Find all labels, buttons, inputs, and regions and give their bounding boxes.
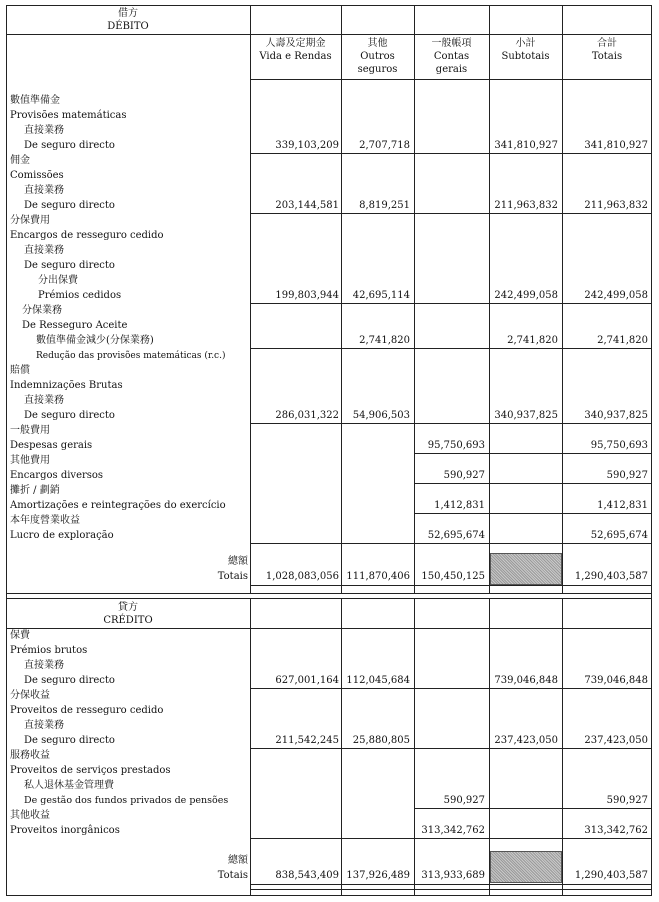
- credit-line: Proveitos de serviços prestados: [10, 765, 171, 776]
- col-sep-5: [562, 5, 563, 593]
- value-cell: 211,542,245: [275, 735, 339, 746]
- debit-line: 數值準備金減少(分保業務): [36, 335, 154, 346]
- credit-line: 服務收益: [10, 750, 50, 761]
- debit-line: Redução das provisões matemáticas (r.c.): [36, 351, 226, 361]
- value-cell: 2,741,820: [359, 335, 410, 346]
- col-sep-2: [341, 5, 342, 593]
- frame-left: [6, 5, 7, 896]
- debit-line: 分保費用: [10, 215, 50, 226]
- value-cell: 2,741,820: [507, 335, 558, 346]
- debit-line: De seguro directo: [24, 410, 115, 421]
- row-rule: [250, 303, 652, 304]
- debit-line: 直接業務: [24, 395, 64, 406]
- total-cell: 1,290,403,587: [574, 571, 648, 582]
- debit-line: Indemnizações Brutas: [10, 380, 123, 391]
- value-cell: 237,423,050: [494, 735, 558, 746]
- debit-totals-zh: 總額: [228, 556, 248, 567]
- total-cell: 150,450,125: [421, 571, 485, 582]
- value-cell: 340,937,825: [494, 410, 558, 421]
- debit-line: De seguro directo: [24, 260, 115, 271]
- debit-line: 賠償: [10, 365, 30, 376]
- value-cell: 211,963,832: [584, 200, 648, 211]
- credit-header-rule: [6, 628, 652, 629]
- value-cell: 340,937,825: [584, 410, 648, 421]
- header-rule: [6, 34, 652, 35]
- debit-line: 分保業務: [22, 305, 62, 316]
- totals-rule: [250, 889, 652, 890]
- value-cell: 52,695,674: [590, 530, 648, 541]
- colhead-rule: [250, 79, 652, 80]
- debit-line: 數值準備金: [10, 95, 60, 106]
- credit-line: 分保收益: [10, 690, 50, 701]
- value-cell: 203,144,581: [275, 200, 339, 211]
- credit-totals-pt: Totais: [217, 870, 248, 881]
- total-cell: 313,933,689: [421, 870, 485, 881]
- value-cell: 8,819,251: [359, 200, 410, 211]
- debit-line: Encargos de resseguro cedido: [10, 230, 164, 241]
- value-cell: 339,103,209: [275, 140, 339, 151]
- credit-line: 私人退休基金管理費: [24, 780, 114, 791]
- value-cell: 199,803,944: [275, 290, 339, 301]
- value-cell: 2,741,820: [597, 335, 648, 346]
- debit-line: Despesas gerais: [10, 440, 93, 451]
- total-cell: 137,926,489: [346, 870, 410, 881]
- debit-line: Provisões matemáticas: [10, 110, 127, 121]
- row-rule: [250, 838, 652, 839]
- debit-line: Amortizações e reintegrações do exercício: [10, 500, 226, 511]
- section-rule: [6, 593, 652, 594]
- credit-line: De seguro directo: [24, 675, 115, 686]
- blank-shaded-cell: [490, 851, 562, 883]
- value-cell: 627,001,164: [275, 675, 339, 686]
- debit-line: De seguro directo: [24, 200, 115, 211]
- debit-line: 一般費用: [10, 425, 50, 436]
- value-cell: 42,695,114: [352, 290, 410, 301]
- account-sheet: [6, 5, 652, 896]
- value-cell: 52,695,674: [427, 530, 485, 541]
- value-cell: 1,412,831: [434, 500, 485, 511]
- debit-line: 佣金: [10, 155, 30, 166]
- value-cell: 95,750,693: [427, 440, 485, 451]
- credit-line: 直接業務: [24, 720, 64, 731]
- debit-line: Comissões: [10, 170, 64, 181]
- value-cell: 739,046,848: [584, 675, 648, 686]
- value-cell: 313,342,762: [421, 825, 485, 836]
- credit-totals-zh: 總額: [228, 855, 248, 866]
- row-rule: [250, 543, 652, 544]
- debit-line: 其他費用: [10, 455, 50, 466]
- totals-rule: [250, 585, 652, 586]
- frame-top: [6, 5, 652, 6]
- credit-line: 直接業務: [24, 660, 64, 671]
- value-cell: 313,342,762: [584, 825, 648, 836]
- debit-line: Encargos diversos: [10, 470, 104, 481]
- credit-line: 其他收益: [10, 810, 50, 821]
- value-cell: 54,906,503: [352, 410, 410, 421]
- credit-title-zh: 貸方: [118, 602, 138, 613]
- col-sep-1: [250, 5, 251, 593]
- debit-line: 本年度營業收益: [10, 515, 80, 526]
- credit-title-pt: CRÉDITO: [103, 615, 153, 626]
- row-rule: [414, 483, 652, 484]
- credit-line: Proveitos de resseguro cedido: [10, 705, 164, 716]
- debit-line: 直接業務: [24, 185, 64, 196]
- credit-line: Proveitos inorgânicos: [10, 825, 120, 836]
- row-rule: [250, 213, 652, 214]
- debit-line: 攤折 / 劃銷: [10, 485, 60, 496]
- value-cell: 590,927: [443, 795, 485, 806]
- totals-rule: [250, 884, 652, 885]
- row-rule: [250, 748, 652, 749]
- col-sep-4: [489, 5, 490, 593]
- value-cell: 211,963,832: [494, 200, 558, 211]
- frame-right: [651, 5, 652, 896]
- value-cell: 590,927: [606, 795, 648, 806]
- debit-line: Prémios cedidos: [38, 290, 122, 301]
- row-rule: [250, 688, 652, 689]
- row-rule: [414, 513, 652, 514]
- row-rule: [250, 348, 652, 349]
- col-header-totais: 合計 Totais: [591, 38, 623, 62]
- frame-bottom: [6, 895, 652, 896]
- value-cell: 242,499,058: [494, 290, 558, 301]
- value-cell: 25,880,805: [352, 735, 410, 746]
- credit-line: Prémios brutos: [10, 645, 88, 656]
- debit-line: Lucro de exploração: [10, 530, 114, 541]
- row-rule: [250, 423, 652, 424]
- debit-title-pt: DÉBITO: [107, 21, 149, 32]
- total-cell: 1,028,083,056: [265, 571, 339, 582]
- value-cell: 739,046,848: [494, 675, 558, 686]
- row-rule: [414, 808, 652, 809]
- value-cell: 341,810,927: [494, 140, 558, 151]
- credit-line: De gestão dos fundos privados de pensões: [24, 795, 229, 806]
- value-cell: 237,423,050: [584, 735, 648, 746]
- blank-shaded-cell: [490, 553, 562, 585]
- section-rule: [6, 598, 652, 599]
- value-cell: 590,927: [606, 470, 648, 481]
- debit-title-zh: 借方: [118, 8, 138, 19]
- row-rule: [250, 153, 652, 154]
- col-header-outros: 其他 Outros seguros: [357, 38, 398, 75]
- debit-line: De Resseguro Aceite: [22, 320, 128, 331]
- debit-line: De seguro directo: [24, 140, 115, 151]
- debit-line: 直接業務: [24, 245, 64, 256]
- col-header-contas: 一般帳項 Contas gerais: [431, 38, 472, 75]
- row-rule: [414, 453, 652, 454]
- value-cell: 242,499,058: [584, 290, 648, 301]
- credit-line: 保費: [10, 630, 30, 641]
- col-header-vida: 人壽及定期金 Vida e Rendas: [259, 38, 332, 62]
- debit-totals-pt: Totais: [217, 571, 248, 582]
- total-cell: 838,543,409: [275, 870, 339, 881]
- value-cell: 286,031,322: [275, 410, 339, 421]
- value-cell: 590,927: [443, 470, 485, 481]
- value-cell: 1,412,831: [597, 500, 648, 511]
- debit-line: 分出保費: [38, 275, 78, 286]
- debit-line: 直接業務: [24, 125, 64, 136]
- col-sep-3: [414, 5, 415, 593]
- credit-line: De seguro directo: [24, 735, 115, 746]
- value-cell: 95,750,693: [590, 440, 648, 451]
- value-cell: 341,810,927: [584, 140, 648, 151]
- col-header-subtotais: 小計 Subtotais: [501, 38, 550, 62]
- value-cell: 112,045,684: [346, 675, 410, 686]
- total-cell: 111,870,406: [346, 571, 410, 582]
- total-cell: 1,290,403,587: [574, 870, 648, 881]
- value-cell: 2,707,718: [359, 140, 410, 151]
